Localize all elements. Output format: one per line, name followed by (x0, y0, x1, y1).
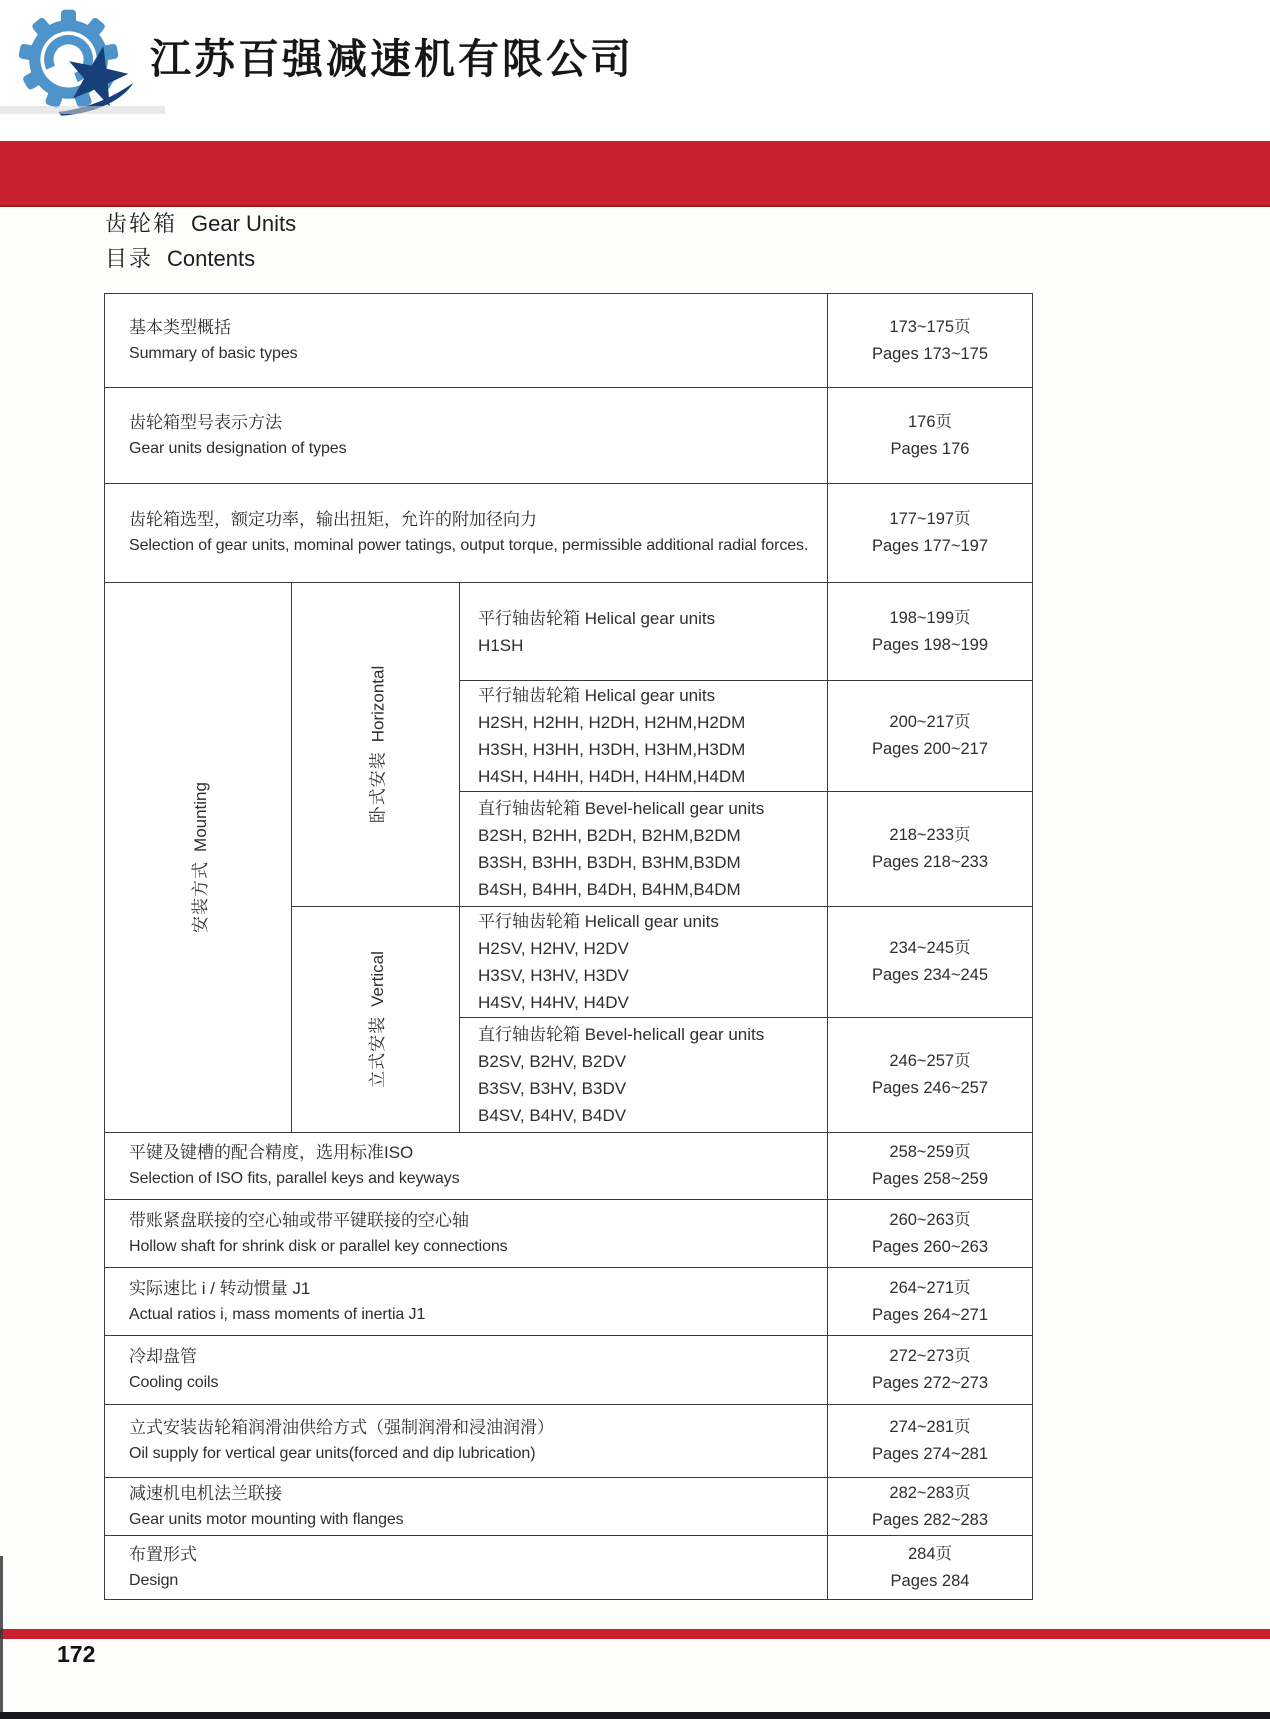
toc-row-design (105, 1536, 1033, 1600)
toc-row-hollow-shaft (105, 1200, 1033, 1268)
pages-en: Pages 284 (890, 1571, 970, 1590)
pages-zh: 246~257页 (889, 1052, 971, 1070)
row-description (105, 1336, 828, 1405)
horizontal-label-en: Horizontal (367, 665, 387, 743)
model-line: H1SH (478, 635, 524, 655)
mounting-label-zh: 安装方式 (190, 860, 210, 933)
model-line: H2SH, H2HH, H2DH, H2HM,H2DM (478, 713, 746, 732)
model-line: H3SH, H3HH, H3DH, H3HM,H3DM (478, 740, 746, 759)
pages-zh: 177~197页 (889, 510, 971, 528)
row-text-zh: 基本类型概括 (129, 317, 231, 337)
row-text-zh: 布置形式 (129, 1544, 197, 1564)
gear-type-title: 平行轴齿轮箱 Helical gear units (478, 686, 716, 705)
pages-zh: 274~281页 (889, 1418, 971, 1436)
row-description (105, 1478, 828, 1536)
row-text-zh: 减速机电机法兰联接 (129, 1483, 282, 1503)
horizontal-label-zh: 卧式安装 (367, 751, 387, 824)
pages-zh: 260~263页 (889, 1210, 971, 1229)
pages-en: Pages 200~217 (871, 740, 989, 758)
pages-en: Pages 234~245 (871, 966, 989, 984)
page-title (105, 208, 296, 243)
row-text-en: Cooling coils (129, 1374, 219, 1391)
pages-en: Pages 173~175 (871, 344, 989, 363)
bottom-bar (0, 1712, 1270, 1719)
contents-subtitle-en: Contents (167, 246, 256, 271)
pages-zh: 200~217页 (889, 713, 971, 731)
page-header (0, 0, 1270, 141)
row-description (105, 294, 828, 388)
contents-subtitle (105, 243, 296, 278)
row-text-zh: 实际速比 i / 转动惯量 J1 (129, 1278, 311, 1298)
row-pages (828, 1133, 1033, 1200)
gear-type-title: 直行轴齿轮箱 Bevel-helicall gear units (478, 1025, 765, 1044)
model-line: B2SH, B2HH, B2DH, B2HM,B2DM (478, 826, 741, 845)
pages-en: Pages 176 (890, 439, 970, 458)
pages-zh: 234~245页 (889, 939, 971, 957)
row-pages (828, 1018, 1033, 1133)
row-description (105, 1536, 828, 1600)
pages-zh: 264~271页 (889, 1278, 971, 1297)
footer-red-rule (0, 1629, 1270, 1639)
row-pages (828, 907, 1033, 1018)
vertical-group-label (292, 907, 460, 1133)
row-text-zh: 平键及键槽的配合精度，选用标准ISO (129, 1143, 414, 1162)
mounting-group-label (105, 583, 292, 1133)
pages-en: Pages 177~197 (871, 537, 989, 555)
toc-row-selection (105, 484, 1033, 583)
gear-type-title: 平行轴齿轮箱 Helical gear units (478, 608, 716, 628)
pages-en: Pages 260~263 (871, 1237, 989, 1256)
row-pages (828, 681, 1033, 792)
pages-zh: 282~283页 (889, 1483, 971, 1502)
model-line: H4SV, H4HV, H4DV (478, 993, 629, 1012)
row-description (105, 1405, 828, 1478)
toc-table (104, 293, 1033, 1600)
mounting-label-en: Mounting (190, 782, 210, 852)
row-pages (828, 294, 1033, 388)
row-text-zh: 齿轮箱选型，额定功率，输出扭矩，允许的附加径向力 (129, 510, 537, 529)
pages-en: Pages 274~281 (871, 1445, 989, 1463)
pages-en: Pages 282~283 (871, 1510, 989, 1529)
row-pages (828, 1200, 1033, 1268)
row-text-en: Summary of basic types (129, 344, 298, 362)
row-text-en: Gear units designation of types (129, 439, 347, 457)
horizontal-group-label (292, 583, 460, 907)
row-description (105, 1268, 828, 1336)
row-description (105, 1133, 828, 1200)
red-banner (0, 141, 1270, 207)
company-name: 江苏百强减速机有限公司 (150, 36, 634, 82)
row-text-en: Selection of gear units, mominal power tatings, output torque, permissible additional radial forces. (129, 537, 809, 554)
pages-zh: 272~273页 (889, 1347, 971, 1365)
row-pages (828, 1268, 1033, 1336)
vertical-label-zh: 立式安装 (368, 1015, 387, 1088)
row-pages (828, 388, 1033, 484)
pages-zh: 173~175页 (889, 317, 971, 336)
page-title-zh: 齿轮箱 (105, 211, 178, 236)
row-description (105, 388, 828, 484)
row-description (460, 681, 828, 792)
pages-en: Pages 258~259 (871, 1170, 989, 1188)
row-description (460, 792, 828, 907)
row-description (105, 484, 828, 583)
toc-row-designation (105, 388, 1033, 484)
row-pages (828, 1478, 1033, 1536)
row-pages (828, 583, 1033, 681)
gear-type-title: 平行轴齿轮箱 Helicall gear units (478, 912, 719, 931)
row-pages (828, 484, 1033, 583)
row-text-zh: 齿轮箱型号表示方法 (129, 412, 282, 432)
row-pages (828, 792, 1033, 907)
pages-en: Pages 218~233 (871, 853, 989, 871)
row-description (460, 1018, 828, 1133)
toc-row-h1sh (105, 583, 1033, 681)
gear-type-title: 直行轴齿轮箱 Bevel-helicall gear units (478, 799, 765, 818)
page-number: 172 (57, 1641, 96, 1667)
model-line: H4SH, H4HH, H4DH, H4HM,H4DM (478, 767, 746, 786)
row-text-zh: 带账紧盘联接的空心轴或带平键联接的空心轴 (129, 1210, 469, 1230)
toc-row-iso-fits (105, 1133, 1033, 1200)
pages-en: Pages 272~273 (871, 1374, 989, 1392)
model-line: B4SH, B4HH, B4DH, B4HM,B4DM (478, 880, 741, 899)
row-description (460, 907, 828, 1018)
row-pages (828, 1336, 1033, 1405)
row-text-en: Selection of ISO fits, parallel keys and keyways (129, 1170, 460, 1187)
page-title-block (105, 208, 296, 278)
toc-row-oil-supply (105, 1405, 1033, 1478)
pages-zh: 258~259页 (889, 1143, 971, 1161)
model-line: H2SV, H2HV, H2DV (478, 939, 629, 958)
pages-zh: 284页 (907, 1544, 953, 1563)
row-description (105, 1200, 828, 1268)
row-description (460, 583, 828, 681)
toc-row-summary (105, 294, 1033, 388)
row-text-en: Design (129, 1571, 179, 1589)
pages-zh: 176页 (907, 412, 953, 431)
model-line: B3SV, B3HV, B3DV (478, 1079, 627, 1098)
row-text-en: Actual ratios i, mass moments of inertia J1 (129, 1305, 426, 1323)
row-text-en: Gear units motor mounting with flanges (129, 1510, 404, 1528)
page-title-en: Gear Units (191, 211, 297, 236)
pages-en: Pages 264~271 (871, 1305, 989, 1324)
row-pages (828, 1405, 1033, 1478)
model-line: H3SV, H3HV, H3DV (478, 966, 629, 985)
row-pages (828, 1536, 1033, 1600)
scan-artifact (0, 106, 165, 114)
toc-row-motor-flanges (105, 1478, 1033, 1536)
row-text-en: Oil supply for vertical gear units(forced and dip lubrication) (129, 1445, 536, 1462)
model-line: B4SV, B4HV, B4DV (478, 1106, 627, 1125)
toc-row-cooling-coils (105, 1336, 1033, 1405)
contents-subtitle-zh: 目录 (105, 246, 154, 271)
row-text-en: Hollow shaft for shrink disk or parallel key connections (129, 1237, 508, 1255)
pages-en: Pages 246~257 (871, 1079, 989, 1097)
pages-zh: 218~233页 (889, 826, 971, 844)
row-text-zh: 冷却盘管 (129, 1347, 197, 1366)
scan-edge-artifact (0, 1556, 3, 1719)
pages-en: Pages 198~199 (871, 635, 989, 654)
model-line: B2SV, B2HV, B2DV (478, 1052, 627, 1071)
vertical-label-en: Vertical (368, 951, 387, 1007)
pages-zh: 198~199页 (889, 608, 971, 627)
toc-row-ratios (105, 1268, 1033, 1336)
model-line: B3SH, B3HH, B3DH, B3HM,B3DM (478, 853, 741, 872)
row-text-zh: 立式安装齿轮箱润滑油供给方式（强制润滑和浸油润滑） (129, 1418, 554, 1437)
